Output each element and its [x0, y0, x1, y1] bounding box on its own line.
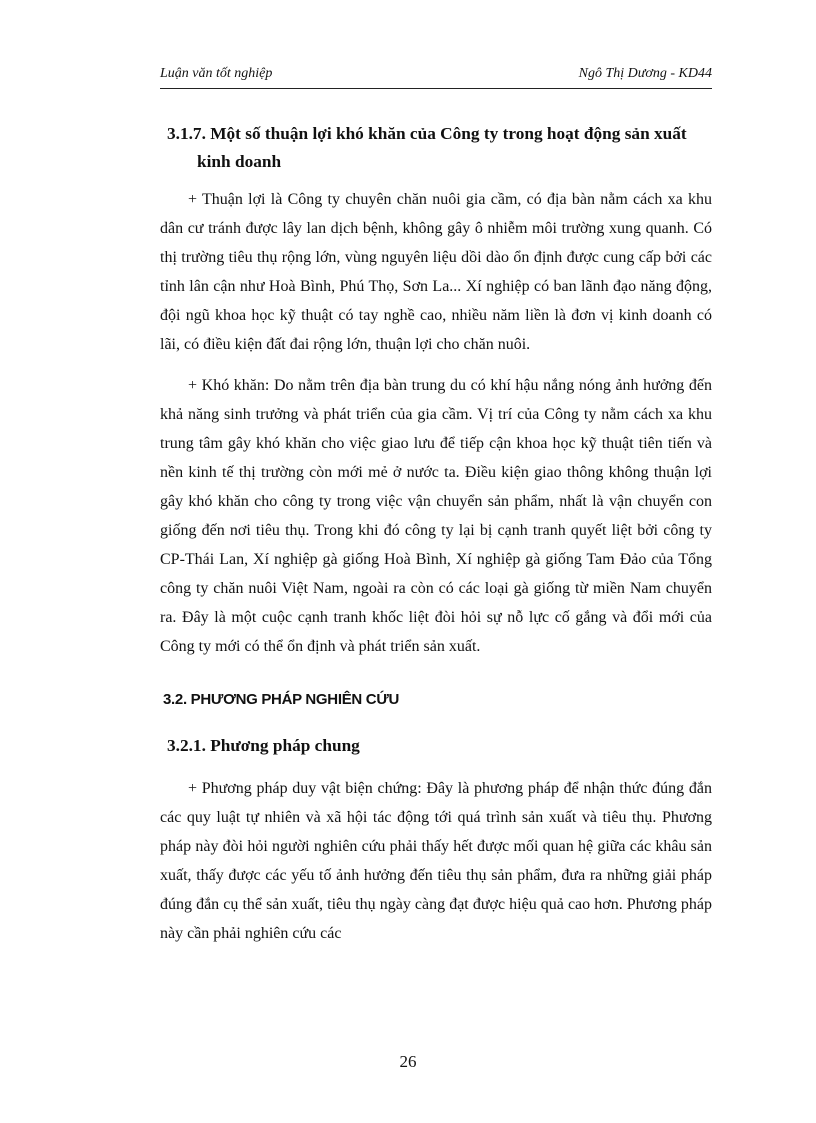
- section-3-1-7-heading: 3.1.7. Một số thuận lợi khó khăn của Công ty trong hoạt động sản xuất kinh doanh: [167, 124, 687, 171]
- page-header: [160, 64, 712, 89]
- header-author: Ngô Thị Dương - KD44: [578, 66, 712, 81]
- difficulties-paragraph: + Khó khăn: Do nằm trên địa bàn trung du có khí hậu nắng nóng ảnh hưởng đến khả năng sinh trưởng và phát triển của gia cầm. Vị trí của Công ty nằm cách xa khu trung tâm gây khó khăn cho việc giao lưu để tiếp cận khoa học kỹ thuật tiên tiến và nền kinh tế thị trường còn mới mẻ ở nước ta. Điều kiện giao thông không thuận lợi gây khó khăn cho công ty trong việc vận chuyển sản phẩm, nhất là vận chuyển con giống đến nơi tiêu thụ. Trong khi đó công ty lại bị cạnh tranh quyết liệt bởi công ty CP-Thái Lan, Xí nghiệp gà giống Hoà Bình, Xí nghiệp gà giống Tam Đảo của Tổng công ty chăn nuôi Việt Nam, ngoài ra còn có các loại gà giống từ miền Nam chuyển ra. Đây là một cuộc cạnh tranh khốc liệt đòi hỏi sự nỗ lực cố gắng và đổi mới của Công ty mới có thể ổn định và phát triển sản xuất.: [160, 377, 712, 655]
- section-3-2-heading: 3.2. PHƯƠNG PHÁP NGHIÊN CỨU: [163, 691, 400, 708]
- page-content: [160, 120, 712, 960]
- header-thesis-label: Luận văn tốt nghiệp: [160, 66, 273, 81]
- advantages-paragraph: + Thuận lợi là Công ty chuyên chăn nuôi gia cầm, có địa bàn nằm cách xa khu dân cư tránh được lây lan dịch bệnh, không gây ô nhiễm môi trường xung quanh. Có thị trường tiêu thụ rộng lớn, vùng nguyên liệu dồi dào ổn định được cung cấp bởi các tỉnh lân cận như Hoà Bình, Phú Thọ, Sơn La... Xí nghiệp có ban lãnh đạo năng động, đội ngũ khoa học kỹ thuật có tay nghề cao, nhiều năm liền là đơn vị kinh doanh có lãi, có điều kiện đất đai rộng lớn, thuận lợi cho chăn nuôi.: [160, 191, 712, 353]
- page-number: 26: [399, 1052, 417, 1071]
- method-paragraph: + Phương pháp duy vật biện chứng: Đây là phương pháp để nhận thức đúng đắn các quy luật tự nhiên và xã hội tác động tới quá trình sản xuất và tiêu thụ. Phương pháp này đòi hỏi người nghiên cứu phải thấy hết được mối quan hệ giữa các khâu sản xuất, thấy được các yếu tố ảnh hưởng đến tiêu thụ sản phẩm, đưa ra những giải pháp đúng đắn cụ thể sản xuất, tiêu thụ ngày càng đạt được hiệu quả cao hơn. Phương pháp này cần phải nghiên cứu các: [160, 780, 712, 942]
- section-3-2-1-heading: 3.2.1. Phương pháp chung: [167, 736, 360, 755]
